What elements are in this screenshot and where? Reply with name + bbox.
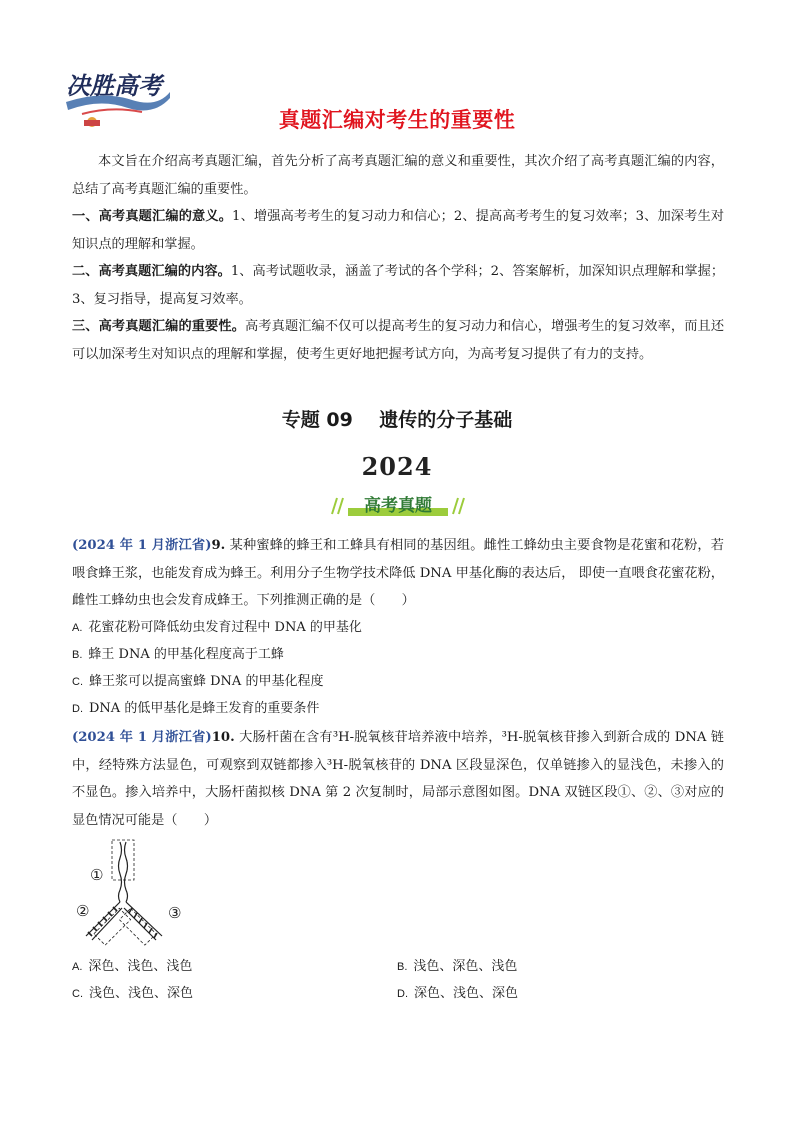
question-10 bbox=[72, 724, 724, 834]
option-label: D. bbox=[72, 703, 83, 715]
section-text: 1、高考试题收录，涵盖了考试的各个学科；2、答案解析，加深知识点理解和掌握；3、复习指导，提高复习效率。 bbox=[72, 264, 725, 307]
option-label: A. bbox=[72, 961, 83, 973]
option-a[interactable] bbox=[72, 614, 362, 642]
option-c[interactable] bbox=[72, 668, 323, 696]
year-heading: 2024 bbox=[361, 452, 433, 481]
figure-label-3: ③ bbox=[168, 904, 182, 922]
option-d[interactable] bbox=[397, 980, 518, 1008]
option-label: D. bbox=[397, 988, 408, 1000]
figure-label-1: ① bbox=[90, 866, 104, 884]
option-text: DNA 的低甲基化是蜂王发育的重要条件 bbox=[89, 701, 320, 716]
badge-text: 高考真题 bbox=[364, 496, 432, 516]
badge-graphic bbox=[328, 492, 468, 518]
option-label: A. bbox=[72, 622, 83, 634]
option-a[interactable] bbox=[72, 953, 192, 981]
option-label: B. bbox=[72, 649, 83, 661]
topic-title-text: 专题 09 遗传的分子基础 bbox=[281, 409, 513, 431]
figure-label-2: ② bbox=[76, 902, 90, 920]
question-stem: 某种蜜蜂的蜂王和工蜂具有相同的基因组。雌性工蜂幼虫主要食物是花蜜和花粉，若喂食蜂王浆，也能发育成为蜂王。利用分子生物学技术降低 DNA 甲基化酶的表达后， 即使一直喂食花蜜花粉，雌性工蜂幼虫也会发育成蜂王。下列推测正确的是（ ） bbox=[72, 538, 724, 608]
logo-text: 决胜高考 bbox=[66, 72, 162, 100]
section-text: 1、增强高考考生的复习动力和信心；2、提高高考考生的复习效率；3、加深考生对知识点的理解和掌握。 bbox=[72, 209, 725, 252]
intro-paragraph: 本文旨在介绍高考真题汇编，首先分析了高考真题汇编的意义和重要性，其次介绍了高考真题汇编的内容，总结了高考真题汇编的重要性。 bbox=[72, 154, 724, 197]
option-text: 蜂王浆可以提高蜜蜂 DNA 的甲基化程度 bbox=[89, 674, 324, 689]
question-number: 10. bbox=[211, 730, 235, 745]
option-label: B. bbox=[397, 961, 408, 973]
option-c[interactable] bbox=[72, 980, 193, 1008]
option-b[interactable] bbox=[72, 641, 284, 669]
replication-fork-figure bbox=[76, 836, 196, 948]
question-source: (2024 年 1 月浙江省) bbox=[72, 730, 212, 745]
option-text: 蜂王 DNA 的甲基化程度高于工蜂 bbox=[88, 647, 284, 662]
intro-section-1 bbox=[72, 203, 724, 258]
intro-section-3 bbox=[72, 313, 724, 368]
option-label: C. bbox=[72, 988, 83, 1000]
option-text: 花蜜花粉可降低幼虫发育过程中 DNA 的甲基化 bbox=[88, 620, 362, 635]
question-stem: 大肠杆菌在含有³H-脱氧核苷培养液中培养，³H-脱氧核苷掺入到新合成的 DNA 链中，经特殊方法显色，可观察到双链都掺入³H-脱氧核苷的 DNA 区段显深色，仅单链掺入的显浅色，未掺入的不显色。掺入培养中，大肠杆菌拟核 DNA 第 2 次复制时，局部示意图如图。DNA 双链区段①、②、③对应的显色情况可能是（ ） bbox=[72, 730, 724, 828]
intro-section-2 bbox=[72, 258, 724, 313]
section-label: 三、高考真题汇编的重要性。 bbox=[72, 319, 246, 334]
topic-title bbox=[0, 405, 794, 432]
page-title: 真题汇编对考生的重要性 bbox=[278, 108, 516, 132]
option-text: 深色、浅色、深色 bbox=[414, 986, 519, 1001]
option-b[interactable] bbox=[397, 953, 517, 981]
option-text: 深色、浅色、浅色 bbox=[88, 959, 193, 974]
section-label: 二、高考真题汇编的内容。 bbox=[72, 264, 231, 279]
section-label: 一、高考真题汇编的意义。 bbox=[72, 209, 233, 224]
section-text: 高考真题汇编不仅可以提高考生的复习动力和信心，增强考生的复习效率，而且还可以加深考生对知识点的理解和掌握，使考生更好地把握考试方向，为高考复习提供了有力的支持。 bbox=[72, 319, 725, 362]
question-number: 9. bbox=[211, 538, 226, 553]
option-text: 浅色、深色、浅色 bbox=[413, 959, 518, 974]
question-9 bbox=[72, 532, 724, 615]
option-d[interactable] bbox=[72, 695, 319, 723]
option-label: C. bbox=[72, 676, 83, 688]
option-text: 浅色、浅色、深色 bbox=[89, 986, 194, 1001]
section-badge bbox=[328, 492, 468, 518]
question-source: (2024 年 1 月浙江省) bbox=[72, 538, 212, 553]
dna-fork-diagram bbox=[76, 836, 196, 948]
